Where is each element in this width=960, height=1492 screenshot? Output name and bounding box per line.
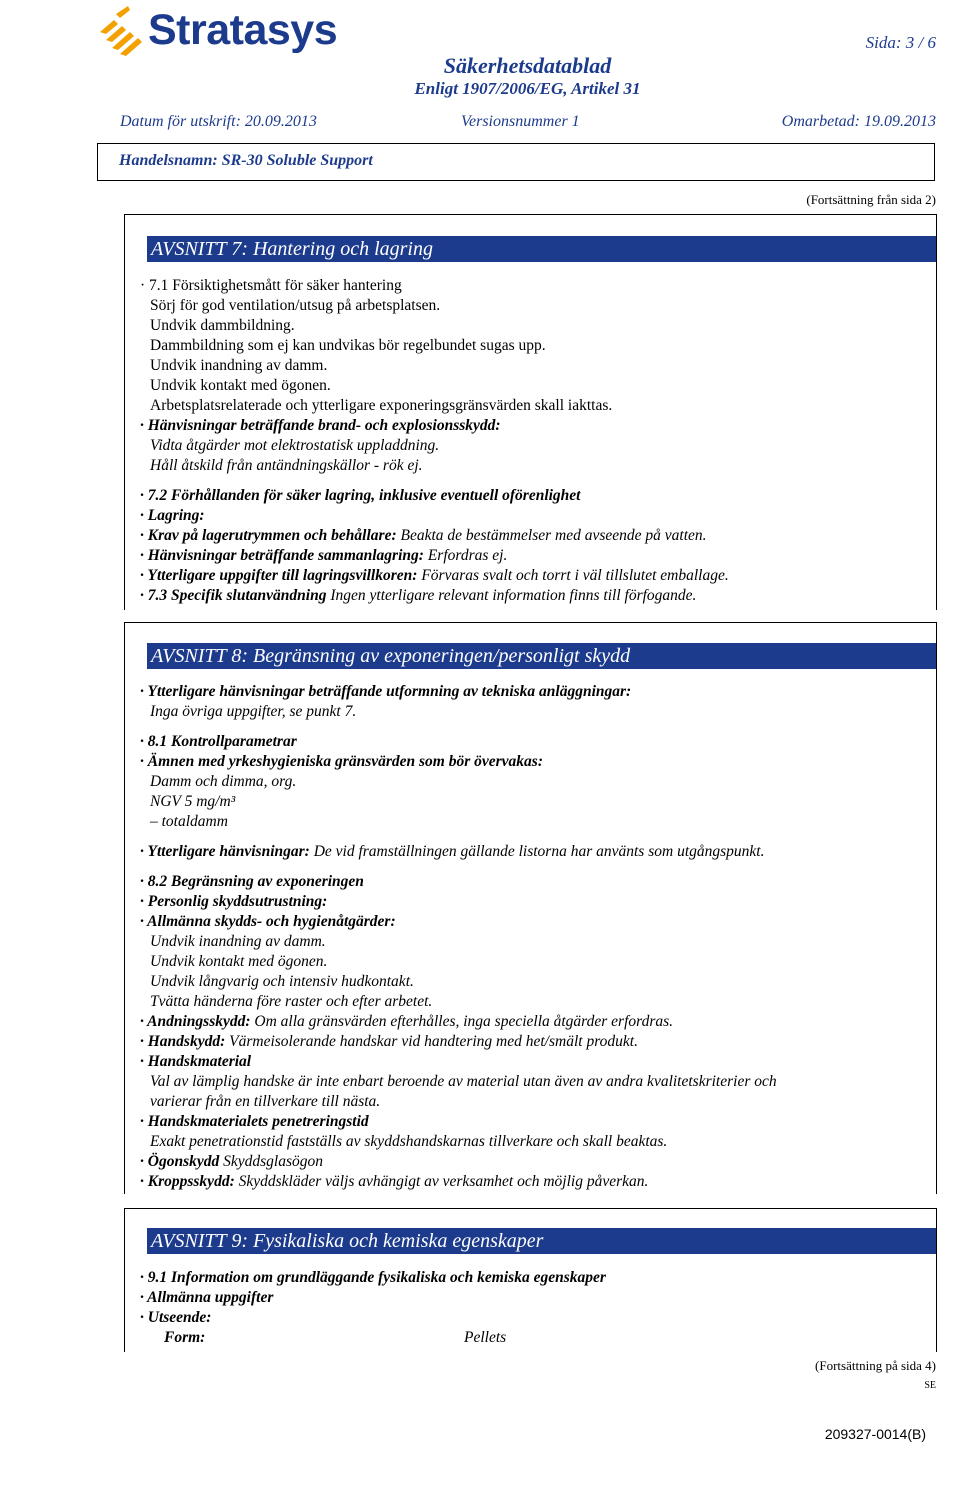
s8-line: Damm och dimma, org. <box>150 773 297 790</box>
s7-line: · Lagring: <box>140 507 205 524</box>
s7-line: · Krav på lagerutrymmen och behållare: Beakta de bestämmelser med avseende på vatten. <box>140 527 707 544</box>
country-code: SE <box>924 1380 936 1391</box>
s7-line: Undvik dammbildning. <box>150 317 295 334</box>
s7-line: Arbetsplatsrelaterade och ytterligare exponeringsgränsvärden skall iakttas. <box>150 397 613 414</box>
s8-line: · Ämnen med yrkeshygieniska gränsvärden som bör övervakas: <box>140 753 543 770</box>
product-name-box <box>97 143 935 181</box>
s8-line: · Allmänna skydds- och hygienåtgärder: <box>140 913 396 930</box>
s9-line: · Utseende: <box>140 1309 212 1326</box>
s8-line: Inga övriga uppgifter, se punkt 7. <box>150 703 357 720</box>
print-date: Datum för utskrift: 20.09.2013 <box>120 113 317 130</box>
s7-line: Vidta åtgärder mot elektrostatisk uppladdning. <box>150 437 440 454</box>
s8-line: · 8.2 Begränsning av exponeringen <box>140 873 364 890</box>
s9-line: · 9.1 Information om grundläggande fysikaliska och kemiska egenskaper <box>140 1269 606 1286</box>
s8-line: Val av lämplig handske är inte enbart beroende av material utan även av andra kvalitetskriterier och <box>150 1073 777 1090</box>
s8-line: · Kroppsskydd: Skyddskläder väljs avhängigt av verksamhet och möjlig påverkan. <box>140 1173 649 1190</box>
logo-mark-icon <box>98 6 146 58</box>
s8-line: · Ytterligare hänvisningar beträffande utformning av tekniska anläggningar: <box>140 683 632 700</box>
s8-line: – totaldamm <box>150 813 228 830</box>
s8-line: Tvätta händerna före raster och efter arbetet. <box>150 993 433 1010</box>
section-9-title: AVSNITT 9: Fysikaliska och kemiska egenskaper <box>147 1228 936 1254</box>
s7-line: Undvik inandning av damm. <box>150 357 328 374</box>
s9-line: · Allmänna uppgifter <box>140 1289 274 1306</box>
s8-line: · Andningsskydd: Om alla gränsvärden efterhålles, inga speciella åtgärder erfordras. <box>140 1013 674 1030</box>
section-8-title: AVSNITT 8: Begränsning av exponeringen/personligt skydd <box>147 643 936 669</box>
product-name: Handelsnamn: SR-30 Soluble Support <box>119 152 373 169</box>
page-number: Sida: 3 / 6 <box>865 33 936 52</box>
document-subtitle: Enligt 1907/2006/EG, Artikel 31 <box>414 79 641 98</box>
s7-line: Undvik kontakt med ögonen. <box>150 377 331 394</box>
s7-line: Sörj för god ventilation/utsug på arbetsplatsen. <box>150 297 441 314</box>
s8-line: · Handskmaterialets penetreringstid <box>140 1113 369 1130</box>
section-7-title: AVSNITT 7: Hantering och lagring <box>147 236 936 262</box>
document-title: Säkerhetsdatablad <box>443 53 612 78</box>
s7-line: · Hänvisningar beträffande brand- och explosionsskydd: <box>140 417 501 434</box>
s8-line: NGV 5 mg/m³ <box>150 793 236 810</box>
s7-line: · 7.1 Försiktighetsmått för säker hantering <box>140 277 402 294</box>
s8-line: Exakt penetrationstid fastställs av skyddshandskarnas tillverkare och skall beaktas. <box>150 1133 668 1150</box>
s8-line: Undvik kontakt med ögonen. <box>150 953 328 970</box>
s7-line: Håll åtskild från antändningskällor - rök ej. <box>150 457 423 474</box>
continued-on: (Fortsättning på sida 4) <box>815 1358 936 1373</box>
s8-line: Undvik långvarig och intensiv hudkontakt. <box>150 973 414 990</box>
s8-line: · Handskydd: Värmeisolerande handskar vid handtering med het/smält produkt. <box>140 1033 638 1050</box>
version-number: Versionsnummer 1 <box>461 113 580 130</box>
s7-line: · Hänvisningar beträffande sammanlagring: Erfordras ej. <box>140 547 508 564</box>
s8-line: · Handskmaterial <box>140 1053 252 1070</box>
logo-wordmark: Stratasys <box>148 6 338 54</box>
revised-date: Omarbetad: 19.09.2013 <box>781 113 936 130</box>
s8-line: varierar från en tillverkare till nästa. <box>150 1093 381 1110</box>
s8-line: · Personlig skyddsutrustning: <box>140 893 328 910</box>
s8-line: · 8.1 Kontrollparametrar <box>140 733 297 750</box>
continued-from: (Fortsättning från sida 2) <box>806 192 936 207</box>
s8-line: Undvik inandning av damm. <box>150 933 326 950</box>
s8-line: · Ytterligare hänvisningar: De vid framställningen gällande listorna har använts som utgångspunkt. <box>140 843 765 860</box>
document-code: 209327-0014(B) <box>824 1426 926 1442</box>
s8-line: · Ögonskydd Skyddsglasögon <box>140 1153 323 1170</box>
s7-line: Dammbildning som ej kan undvikas bör regelbundet sugas upp. <box>150 337 546 354</box>
s7-line: · 7.2 Förhållanden för säker lagring, inklusive eventuell oförenlighet <box>140 487 581 504</box>
s7-line: · Ytterligare uppgifter till lagringsvillkoren: Förvaras svalt och torrt i väl tillslutet emballage. <box>140 567 729 584</box>
form-label: Form: <box>164 1329 206 1346</box>
s7-line: · 7.3 Specifik slutanvändning Ingen ytterligare relevant information finns till förfogande. <box>140 587 697 604</box>
form-value: Pellets <box>464 1329 507 1346</box>
